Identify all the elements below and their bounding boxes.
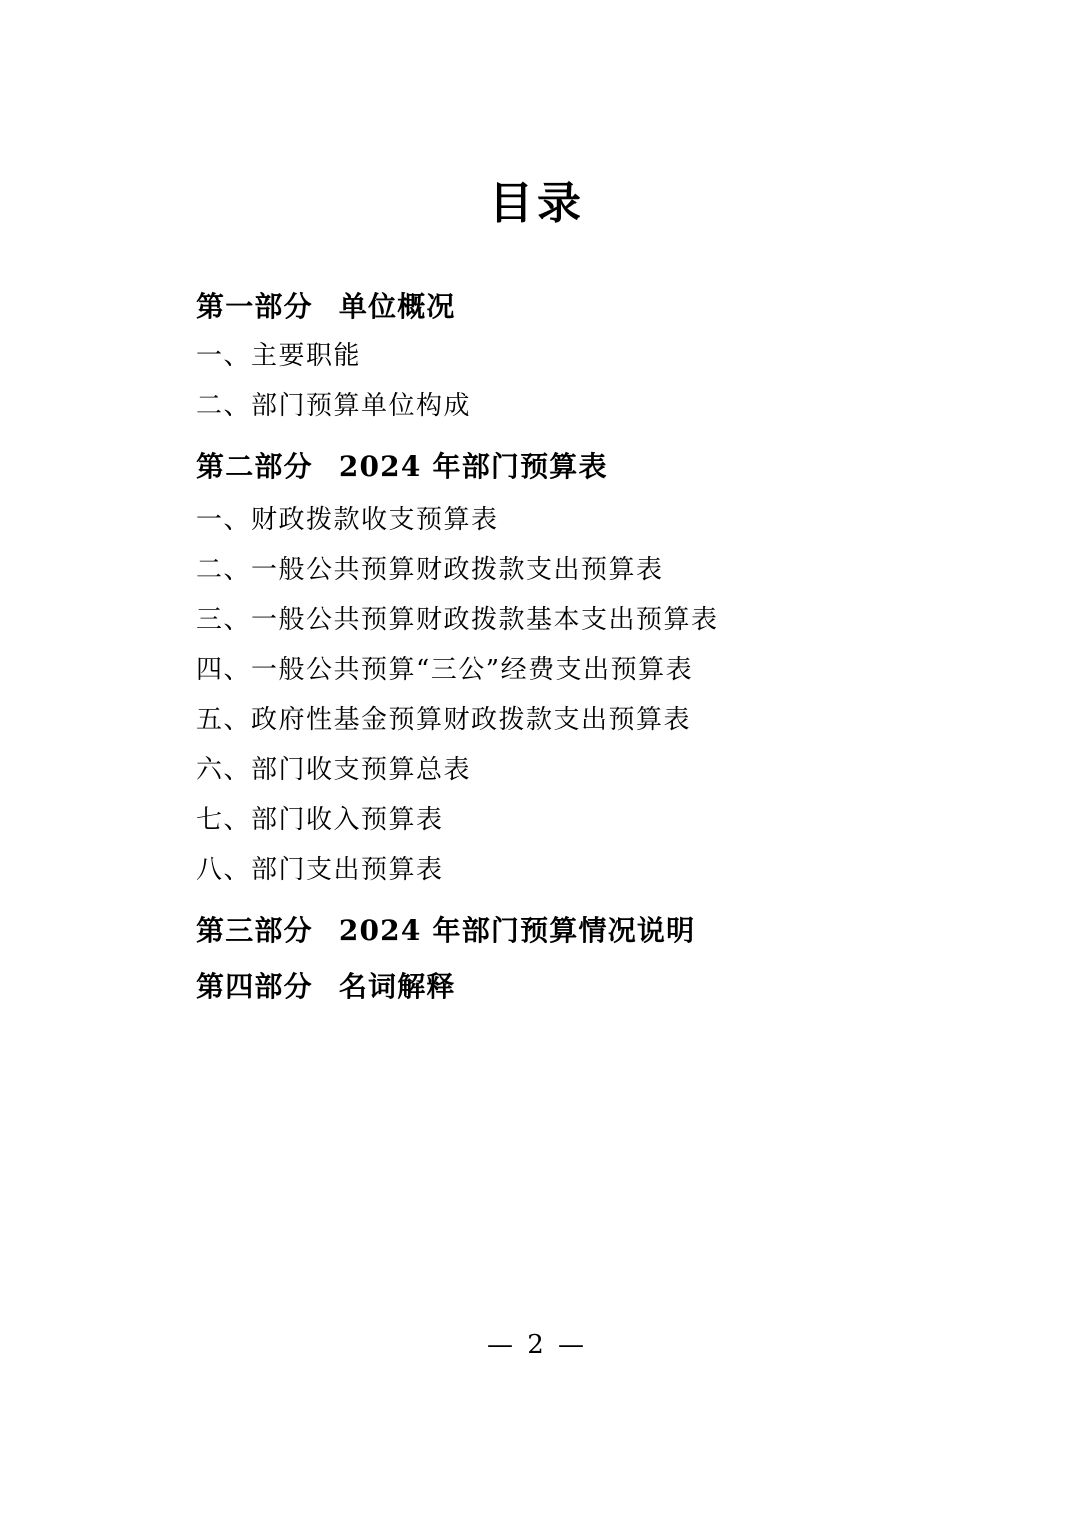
toc-item[interactable]: 二、部门预算单位构成: [196, 390, 472, 421]
table-of-contents: [0, 289, 1074, 1003]
toc-heading-part-2-label: 第二部分: [196, 449, 313, 483]
toc-heading-part-2[interactable]: [196, 449, 954, 483]
toc-heading-part-3-label: 第三部分: [196, 913, 313, 947]
toc-heading-part-4[interactable]: [196, 969, 954, 1003]
toc-item[interactable]: 一、主要职能: [196, 340, 362, 371]
toc-item[interactable]: 七、部门收入预算表: [196, 804, 444, 835]
page-title: 目录: [489, 178, 585, 229]
page-number: — 2 —: [486, 1330, 588, 1360]
toc-heading-part-1-text: 单位概况: [338, 289, 456, 323]
toc-section-part-2: [196, 449, 954, 885]
toc-item[interactable]: 五、政府性基金预算财政拨款支出预算表: [196, 704, 692, 735]
toc-heading-part-1-label: 第一部分: [196, 289, 313, 323]
toc-heading-part-2-text: 2024 年部门预算表: [338, 449, 608, 483]
toc-item[interactable]: 八、部门支出预算表: [196, 854, 444, 885]
toc-item[interactable]: 六、部门收支预算总表: [196, 754, 472, 785]
toc-item[interactable]: 二、一般公共预算财政拨款支出预算表: [196, 554, 664, 585]
toc-item[interactable]: 一、财政拨款收支预算表: [196, 504, 499, 535]
toc-heading-part-3[interactable]: [196, 913, 954, 947]
toc-section-part-1: [196, 289, 954, 421]
toc-item[interactable]: 三、一般公共预算财政拨款基本支出预算表: [196, 604, 719, 635]
toc-heading-part-4-text: 名词解释: [338, 969, 456, 1003]
toc-item[interactable]: 四、一般公共预算“三公”经费支出预算表: [196, 654, 694, 685]
toc-heading-part-4-label: 第四部分: [196, 969, 313, 1003]
toc-heading-part-3-text: 2024 年部门预算情况说明: [338, 913, 696, 947]
toc-heading-part-1[interactable]: [196, 289, 954, 323]
